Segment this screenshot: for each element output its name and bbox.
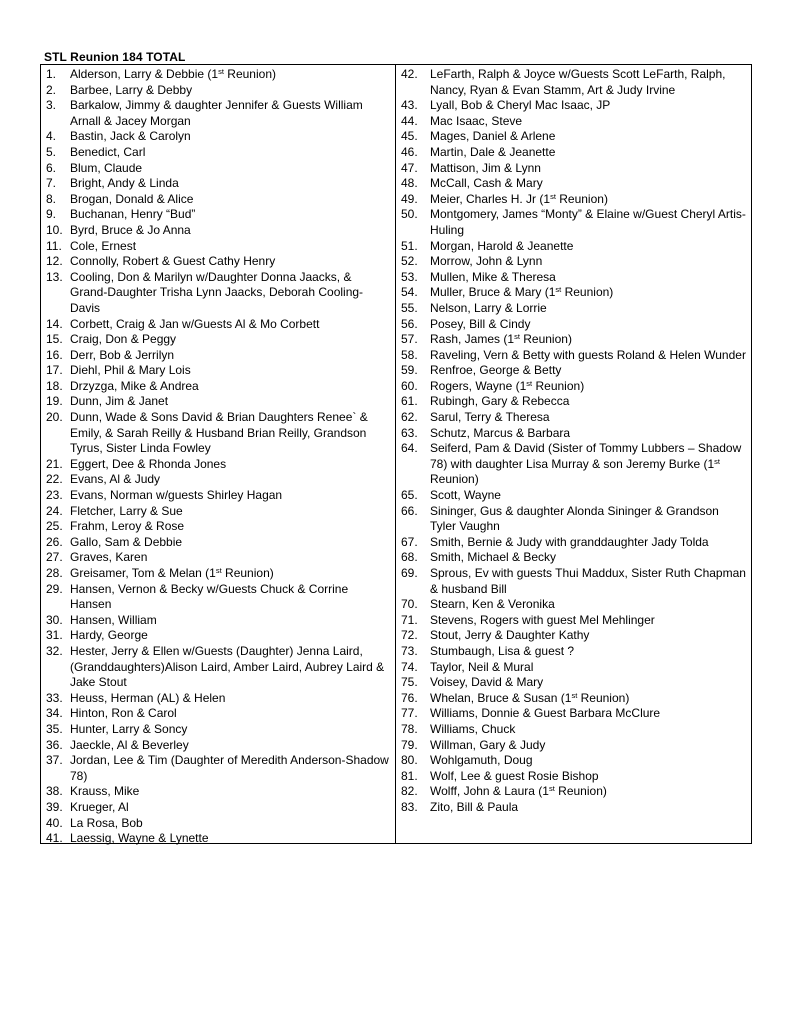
entry-number: 81. — [401, 768, 418, 783]
note-ordinal-suffix: st — [714, 456, 720, 466]
entry-name: Connolly, Robert & Guest Cathy Henry — [70, 254, 276, 269]
note-ordinal-suffix: st — [526, 378, 533, 388]
entry-name: Wohlgamuth, Doug — [430, 753, 533, 768]
first-reunion-note: (1st Reunion) — [201, 566, 274, 580]
entry-name: La Rosa, Bob — [70, 815, 143, 830]
attendee-list-right — [396, 65, 751, 816]
entry-number: 47. — [401, 160, 418, 175]
attendee-entry — [41, 145, 395, 161]
entry-name: Graves, Karen — [70, 550, 148, 565]
note-ordinal-suffix: st — [215, 566, 222, 575]
first-reunion-note: (1st Reunion) — [534, 784, 607, 799]
entry-name: Muller, Bruce & Mary — [430, 285, 542, 300]
entry-number: 32. — [46, 643, 63, 658]
note-number: 1 — [209, 566, 216, 580]
entry-number: 72. — [401, 628, 418, 643]
entry-name: Blum, Claude — [70, 160, 143, 175]
entry-name: Smith, Michael & Becky — [430, 550, 557, 565]
entry-name: Zito, Bill & Paula — [430, 799, 519, 814]
entry-number: 24. — [46, 503, 63, 518]
entry-name: Hinton, Ron & Carol — [70, 706, 177, 721]
entry-name: Mullen, Mike & Theresa — [430, 269, 556, 284]
attendee-entry — [41, 161, 395, 177]
entry-name: Sarul, Terry & Theresa — [430, 410, 550, 425]
attendee-entry — [396, 550, 751, 566]
note-text: Reunion — [532, 378, 581, 393]
entry-number: 61. — [401, 394, 418, 409]
entry-name: Bright, Andy & Linda — [70, 176, 179, 191]
attendee-entry — [396, 691, 751, 707]
entry-name: Stearn, Ken & Veronika — [430, 597, 555, 612]
first-reunion-note: (1st Reunion) — [557, 690, 630, 705]
entry-name: Drzyzga, Mike & Andrea — [70, 378, 199, 393]
entry-number: 60. — [401, 378, 418, 393]
attendee-entry — [41, 816, 395, 832]
attendee-entry — [41, 379, 395, 395]
note-number: 1 — [211, 67, 219, 81]
entry-number: 25. — [46, 519, 63, 534]
entry-name: Willman, Gary & Judy — [430, 737, 546, 752]
entry-name: Eggert, Dee & Rhonda Jones — [70, 456, 227, 471]
entry-name: Raveling, Vern & Betty with guests Roland & Helen Wunder — [430, 347, 746, 362]
entry-name: Martin, Dale & Jeanette — [430, 144, 556, 159]
attendee-entry — [41, 800, 395, 816]
attendee-entry — [41, 753, 395, 784]
attendee-entry — [396, 784, 751, 800]
attendee-entry — [41, 270, 395, 317]
entry-number: 36. — [46, 737, 63, 752]
left-column — [41, 65, 396, 846]
attendee-entry — [396, 98, 751, 114]
entry-name: Barbee, Larry & Debby — [70, 82, 193, 97]
entry-name: Stumbaugh, Lisa & guest ? — [430, 643, 575, 658]
entry-name: Williams, Chuck — [430, 721, 516, 736]
entry-name: Jordan, Lee & Tim (Daughter of Meredith Anderson-Shadow 78) — [70, 753, 393, 783]
attendee-entry — [41, 831, 395, 847]
entry-name: Benedict, Carl — [70, 144, 146, 159]
entry-number: 38. — [46, 784, 63, 799]
entry-number: 65. — [401, 488, 418, 503]
entry-number: 17. — [46, 363, 63, 378]
attendee-entry — [396, 535, 751, 551]
entry-name: Mages, Daniel & Arlene — [430, 129, 556, 144]
entry-number: 12. — [46, 254, 63, 269]
entry-name: Evans, Norman w/guests Shirley Hagan — [70, 488, 283, 503]
entry-name: Williams, Donnie & Guest Barbara McClure — [430, 706, 661, 721]
entry-name: Brogan, Donald & Alice — [70, 191, 194, 206]
attendee-list-left — [41, 65, 395, 847]
entry-name: Barkalow, Jimmy & daughter Jennifer & Guests William Arnall & Jacey Morgan — [70, 98, 366, 128]
entry-name: Hardy, George — [70, 628, 148, 643]
entry-name: Rubingh, Gary & Rebecca — [430, 394, 570, 409]
entry-number: 57. — [401, 332, 418, 347]
attendee-entry — [41, 738, 395, 754]
entry-number: 11. — [46, 238, 62, 253]
attendee-entry — [41, 83, 395, 99]
attendee-entry — [41, 176, 395, 192]
entry-name: Nelson, Larry & Lorrie — [430, 300, 547, 315]
entry-number: 34. — [46, 706, 63, 721]
attendee-entry — [396, 394, 751, 410]
attendee-entry — [41, 363, 395, 379]
entry-name: Morrow, John & Lynn — [430, 254, 543, 269]
entry-name: Rash, James — [430, 332, 501, 347]
entry-name: Byrd, Bruce & Jo Anna — [70, 222, 191, 237]
entry-number: 2. — [46, 82, 57, 97]
attendee-entry — [41, 410, 395, 457]
entry-number: 6. — [46, 160, 57, 175]
entry-name: Sprous, Ev with guests Thui Maddux, Sister Ruth Chapman & husband Bill — [430, 566, 750, 596]
attendee-entry — [41, 582, 395, 613]
entry-name: Frahm, Leroy & Rose — [70, 519, 185, 534]
attendee-entry — [396, 114, 751, 130]
entry-number: 19. — [46, 394, 63, 409]
attendee-entry — [396, 706, 751, 722]
attendee-entry — [396, 332, 751, 348]
entry-name: Krueger, Al — [70, 799, 129, 814]
entry-name: Evans, Al & Judy — [70, 472, 161, 487]
attendee-entry — [41, 566, 395, 582]
attendee-entry — [396, 504, 751, 535]
attendee-entry — [396, 145, 751, 161]
attendee-entry — [396, 192, 751, 208]
entry-name: Mattison, Jim & Lynn — [430, 160, 541, 175]
attendee-entry — [396, 176, 751, 192]
attendee-entry — [41, 504, 395, 520]
entry-number: 42. — [401, 67, 418, 81]
note-ordinal-suffix: st — [218, 67, 224, 76]
entry-name: Hansen, William — [70, 612, 157, 627]
entry-number: 15. — [46, 332, 63, 347]
entry-number: 68. — [401, 550, 418, 565]
attendee-entry — [41, 691, 395, 707]
note-ordinal-suffix: st — [555, 285, 562, 295]
note-number: 1 — [564, 690, 572, 705]
entry-number: 31. — [46, 628, 63, 643]
first-reunion-note: (1st Reunion) — [512, 378, 585, 393]
attendee-entry — [396, 239, 751, 255]
note-text: Reunion — [223, 67, 272, 81]
entry-name: Hunter, Larry & Soncy — [70, 721, 188, 736]
attendee-entry — [41, 535, 395, 551]
entry-number: 69. — [401, 566, 418, 580]
entry-number: 78. — [401, 721, 418, 736]
entry-name: Mac Isaac, Steve — [430, 113, 523, 128]
attendee-entry — [396, 426, 751, 442]
note-ordinal-suffix: st — [514, 332, 520, 342]
entry-number: 9. — [46, 207, 57, 222]
attendee-entry — [396, 317, 751, 333]
entry-name: Derr, Bob & Jerrilyn — [70, 347, 175, 362]
entry-name: Diehl, Phil & Mary Lois — [70, 363, 191, 378]
entry-number: 51. — [401, 238, 418, 253]
first-reunion-note: (1st Reunion) — [536, 191, 608, 206]
entry-number: 52. — [401, 254, 418, 269]
note-number: 1 — [707, 456, 715, 471]
entry-name: Cooling, Don & Marilyn w/Daughter Donna Jaacks, & Grand-Daughter Trisha Lynn Jaacks, Deborah Cooling-Davis — [70, 269, 364, 315]
attendee-entry — [396, 270, 751, 286]
attendee-entry — [396, 441, 751, 488]
entry-name: Smith, Bernie & Judy with granddaughter Jady Tolda — [430, 534, 709, 549]
attendee-entry — [396, 597, 751, 613]
entry-number: 37. — [46, 753, 63, 768]
attendee-entry — [41, 129, 395, 145]
entry-number: 79. — [401, 737, 418, 752]
entry-number: 77. — [401, 706, 418, 721]
attendee-entry — [41, 192, 395, 208]
entry-number: 21. — [46, 456, 63, 471]
attendee-entry — [396, 722, 751, 738]
entry-name: Wolf, Lee & guest Rosie Bishop — [430, 768, 599, 783]
entry-name: Fletcher, Larry & Sue — [70, 503, 183, 518]
attendee-entry — [41, 98, 395, 129]
attendee-entry — [396, 488, 751, 504]
entry-number: 28. — [46, 566, 63, 580]
first-reunion-note: (1st Reunion) — [500, 332, 572, 347]
entry-name: Krauss, Mike — [70, 784, 140, 799]
attendee-entry — [41, 457, 395, 473]
first-reunion-note: (1st Reunion) — [204, 67, 276, 81]
entry-name: Seiferd, Pam & David (Sister of Tommy Lubbers – Shadow 78) with daughter Lisa Murray & son Jeremy Burke — [430, 441, 745, 471]
entry-name: Taylor, Neil & Mural — [430, 659, 534, 674]
attendee-entry — [41, 644, 395, 691]
attendee-entry — [396, 566, 751, 597]
attendee-table — [40, 64, 752, 844]
attendee-entry — [396, 301, 751, 317]
attendee-entry — [41, 223, 395, 239]
attendee-entry — [41, 550, 395, 566]
entry-number: 5. — [46, 144, 57, 159]
entry-number: 64. — [401, 441, 418, 456]
entry-number: 67. — [401, 534, 418, 549]
entry-name: Cole, Ernest — [70, 238, 137, 253]
attendee-entry — [396, 285, 751, 301]
note-number: 1 — [519, 378, 527, 393]
attendee-entry — [41, 722, 395, 738]
attendee-entry — [41, 706, 395, 722]
entry-number: 74. — [401, 659, 418, 674]
note-text: Reunion — [519, 332, 568, 347]
attendee-entry — [41, 784, 395, 800]
entry-name: Hansen, Vernon & Becky w/Guests Chuck & Corrine Hansen — [70, 581, 352, 612]
entry-number: 75. — [401, 675, 418, 690]
entry-name: Rogers, Wayne — [430, 378, 513, 393]
entry-name: Renfroe, George & Betty — [430, 363, 562, 378]
entry-number: 82. — [401, 784, 418, 799]
attendee-entry — [396, 129, 751, 145]
entry-number: 66. — [401, 503, 418, 518]
entry-name: Whelan, Bruce & Susan — [430, 690, 558, 705]
entry-number: 49. — [401, 191, 418, 206]
entry-name: Bastin, Jack & Carolyn — [70, 129, 191, 144]
attendee-entry — [41, 67, 395, 83]
entry-number: 71. — [401, 612, 418, 627]
entry-number: 29. — [46, 581, 63, 596]
entry-number: 62. — [401, 410, 418, 425]
entry-name: Stevens, Rogers with guest Mel Mehlinger — [430, 612, 655, 627]
entry-number: 59. — [401, 363, 418, 378]
note-ordinal-suffix: st — [550, 191, 556, 201]
entry-name: Gallo, Sam & Debbie — [70, 534, 183, 549]
entry-number: 80. — [401, 753, 418, 768]
attendee-entry — [41, 488, 395, 504]
entry-number: 83. — [401, 799, 418, 814]
attendee-entry — [41, 254, 395, 270]
attendee-entry — [396, 800, 751, 816]
note-text: Reunion — [577, 690, 626, 705]
note-number: 1 — [548, 285, 556, 300]
note-ordinal-suffix: st — [571, 690, 578, 700]
entry-number: 30. — [46, 612, 63, 627]
entry-number: 58. — [401, 347, 418, 362]
attendee-entry — [396, 67, 751, 98]
note-ordinal-suffix: st — [548, 784, 555, 794]
entry-number: 54. — [401, 285, 418, 300]
entry-number: 1. — [46, 67, 57, 81]
note-text: Reunion — [561, 285, 610, 300]
entry-number: 45. — [401, 129, 418, 144]
entry-number: 63. — [401, 425, 418, 440]
attendee-entry — [41, 207, 395, 223]
entry-name: Alderson, Larry & Debbie — [70, 67, 205, 81]
first-reunion-note: (1st Reunion) — [430, 456, 724, 487]
entry-name: Dunn, Wade & Sons David & Brian Daughters Renee` & Emily, & Sarah Reilly & Husband Brian Reilly, Grandson Tyrus, Sister Linda Fowley — [70, 410, 372, 456]
entry-number: 46. — [401, 144, 418, 159]
note-text: Reunion — [221, 566, 270, 580]
entry-number: 13. — [46, 269, 63, 284]
note-text: Reunion — [430, 456, 724, 487]
attendee-entry — [41, 519, 395, 535]
entry-number: 33. — [46, 690, 63, 705]
entry-number: 53. — [401, 269, 418, 284]
entry-name: Greisamer, Tom & Melan — [70, 566, 202, 580]
attendee-entry — [396, 644, 751, 660]
entry-number: 50. — [401, 207, 418, 222]
entry-number: 40. — [46, 815, 63, 830]
entry-number: 44. — [401, 113, 418, 128]
entry-name: Voisey, David & Mary — [430, 675, 544, 690]
note-number: 1 — [543, 191, 551, 206]
entry-name: Schutz, Marcus & Barbara — [430, 425, 571, 440]
entry-name: Morgan, Harold & Jeanette — [430, 238, 574, 253]
entry-number: 39. — [46, 799, 63, 814]
entry-name: Scott, Wayne — [430, 488, 501, 503]
entry-number: 26. — [46, 534, 63, 549]
attendee-entry — [396, 769, 751, 785]
entry-name: Lyall, Bob & Cheryl Mac Isaac, JP — [430, 98, 611, 113]
attendee-entry — [396, 660, 751, 676]
document-title: STL Reunion 184 TOTAL — [44, 50, 186, 64]
entry-number: 76. — [401, 690, 418, 705]
note-text: Reunion — [555, 191, 604, 206]
attendee-entry — [396, 613, 751, 629]
entry-name: Corbett, Craig & Jan w/Guests Al & Mo Corbett — [70, 316, 320, 331]
entry-name: Laessig, Wayne & Lynette — [70, 831, 209, 846]
entry-name: Heuss, Herman (AL) & Helen — [70, 690, 226, 705]
entry-number: 35. — [46, 721, 63, 736]
entry-name: Posey, Bill & Cindy — [430, 316, 531, 331]
entry-number: 18. — [46, 378, 63, 393]
entry-number: 48. — [401, 176, 418, 191]
entry-number: 20. — [46, 410, 63, 425]
entry-number: 8. — [46, 191, 57, 206]
attendee-entry — [396, 675, 751, 691]
entry-number: 4. — [46, 129, 57, 144]
entry-number: 23. — [46, 488, 63, 503]
attendee-entry — [396, 207, 751, 238]
entry-name: Stout, Jerry & Daughter Kathy — [430, 628, 590, 643]
entry-name: Hester, Jerry & Ellen w/Guests (Daughter) Jenna Laird, (Granddaughters)Alison Laird, Amber Laird, Aubrey Laird & Jake Stout — [70, 643, 388, 690]
entry-number: 16. — [46, 347, 63, 362]
attendee-entry — [396, 379, 751, 395]
attendee-entry — [396, 161, 751, 177]
attendee-entry — [41, 317, 395, 333]
entry-number: 55. — [401, 300, 418, 315]
attendee-entry — [41, 348, 395, 364]
entry-name: Dunn, Jim & Janet — [70, 394, 169, 409]
note-number: 1 — [542, 784, 549, 799]
entry-name: Montgomery, James “Monty” & Elaine w/Guest Cheryl Artis-Huling — [430, 207, 746, 237]
entry-name: Wolff, John & Laura — [430, 784, 535, 799]
entry-name: Craig, Don & Peggy — [70, 332, 177, 347]
entry-name: LeFarth, Ralph & Joyce w/Guests Scott LeFarth, Ralph, Nancy, Ryan & Evan Stamm, Art & Judy Irvine — [430, 67, 729, 97]
entry-name: Meier, Charles H. Jr — [430, 191, 537, 206]
attendee-entry — [41, 332, 395, 348]
entry-name: McCall, Cash & Mary — [430, 176, 543, 191]
attendee-entry — [396, 410, 751, 426]
note-number: 1 — [507, 332, 515, 347]
entry-name: Jaeckle, Al & Beverley — [70, 737, 189, 752]
entry-number: 3. — [46, 98, 57, 113]
entry-number: 10. — [46, 222, 63, 237]
attendee-entry — [41, 628, 395, 644]
entry-name: Sininger, Gus & daughter Alonda Sininger & Grandson Tyler Vaughn — [430, 503, 722, 534]
entry-number: 43. — [401, 98, 418, 113]
entry-number: 56. — [401, 316, 418, 331]
note-text: Reunion — [554, 784, 603, 799]
entry-number: 70. — [401, 597, 418, 612]
attendee-entry — [396, 348, 751, 364]
entry-number: 7. — [46, 176, 57, 191]
entry-number: 14. — [46, 316, 63, 331]
attendee-entry — [41, 613, 395, 629]
entry-number: 22. — [46, 472, 63, 487]
attendee-entry — [396, 254, 751, 270]
attendee-entry — [396, 628, 751, 644]
attendee-entry — [396, 738, 751, 754]
attendee-entry — [41, 394, 395, 410]
entry-number: 27. — [46, 550, 63, 565]
entry-name: Buchanan, Henry “Bud” — [70, 207, 196, 222]
right-column — [396, 65, 751, 843]
attendee-entry — [396, 753, 751, 769]
first-reunion-note: (1st Reunion) — [541, 285, 614, 300]
attendee-entry — [396, 363, 751, 379]
entry-number: 73. — [401, 643, 418, 658]
entry-number: 41. — [46, 831, 63, 846]
attendee-entry — [41, 472, 395, 488]
attendee-entry — [41, 239, 395, 255]
